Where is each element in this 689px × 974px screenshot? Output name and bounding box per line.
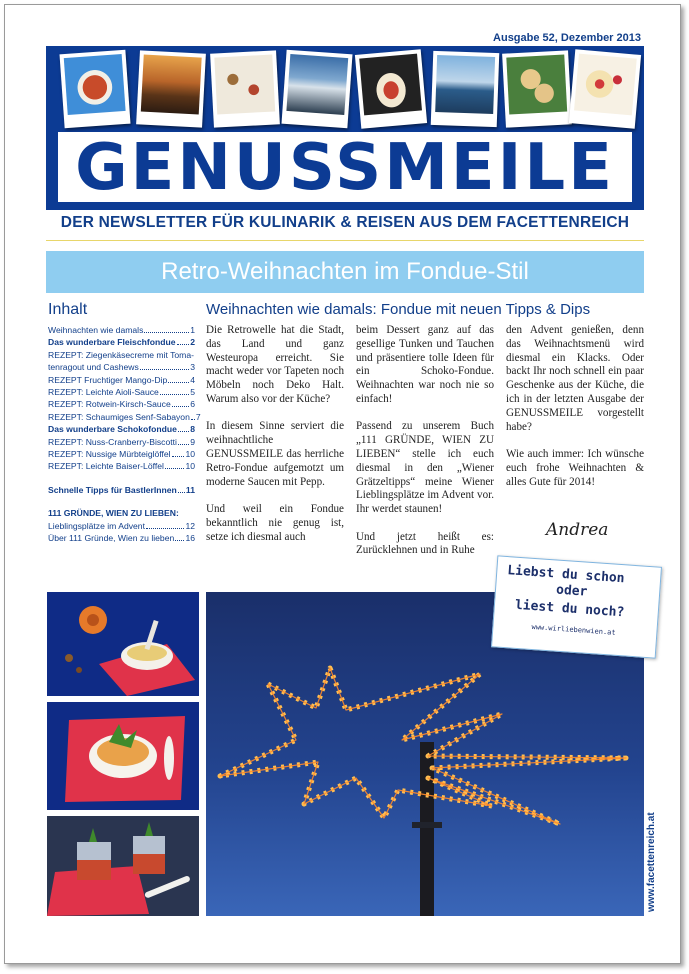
toc-entry[interactable] bbox=[48, 520, 195, 532]
masthead-box bbox=[58, 131, 632, 205]
toc-entry[interactable] bbox=[48, 448, 195, 460]
paragraph: Wie auch immer: Ich wünsche euch frohe Weihnachten & alles Gute für 2014! bbox=[506, 447, 644, 488]
toc-entry[interactable] bbox=[48, 484, 195, 496]
toc-spacer bbox=[48, 496, 195, 507]
banner-photo-cake bbox=[355, 49, 427, 128]
toc-entry-label: Das wunderbare Fleischfondue bbox=[48, 337, 176, 348]
toc-heading: 111 GRÜNDE, WIEN ZU LIEBEN: bbox=[48, 508, 179, 519]
toc-entry-label: REZEPT: Rotwein-Kirsch-Sauce bbox=[48, 399, 171, 410]
photo-soup-bowl bbox=[47, 592, 199, 696]
toc-entry-label: REZEPT: Nuss-Cranberry-Biscotti bbox=[48, 436, 177, 447]
sticker-line-3: liest du noch? bbox=[514, 597, 625, 621]
toc-leader-dots bbox=[175, 540, 184, 541]
toc-entry[interactable] bbox=[48, 423, 195, 435]
banner-photo-lake bbox=[431, 51, 500, 127]
toc-page-number: 11 bbox=[185, 484, 195, 495]
toc-entry[interactable] bbox=[48, 532, 195, 544]
signature: Andrea bbox=[546, 520, 609, 540]
toc-title: Inhalt bbox=[48, 301, 88, 318]
toc-page-number: 7 bbox=[195, 411, 201, 422]
divider bbox=[46, 240, 644, 241]
toc-leader-dots bbox=[191, 419, 195, 420]
banner-photo-pastry bbox=[569, 49, 641, 128]
paragraph: beim Dessert ganz auf das gesellige Tunken und Tauchen und präsentiere tolle Ideen für ein Schoko-Fondue. Weihnachten war noch nie so einfach! bbox=[356, 324, 494, 405]
article-column-3 bbox=[506, 324, 644, 503]
toc-leader-dots bbox=[146, 528, 184, 529]
toc-entry[interactable] bbox=[48, 411, 201, 423]
toc-page-number: 1 bbox=[190, 325, 195, 335]
toc-entry[interactable] bbox=[48, 336, 195, 348]
banner-photo-pier bbox=[136, 50, 206, 127]
toc-leader-dots bbox=[178, 444, 189, 445]
toc-entry[interactable] bbox=[48, 398, 195, 410]
masthead-title: GENUSSMEILE bbox=[75, 131, 615, 205]
paragraph: Die Retrowelle hat die Stadt, das Land und ganz Westeuropa erreicht. Sie macht weder vor Tapeten noch Möbeln noch Deko Halt. Warum also vor der Küche? bbox=[206, 324, 344, 405]
toc-entry-label: REZEPT: Leichte Baiser-Löffel bbox=[48, 461, 164, 472]
photo-creme-brulee bbox=[47, 702, 199, 810]
toc-page-number: 10 bbox=[185, 449, 195, 460]
article-column-1 bbox=[206, 324, 344, 558]
toc-leader-dots bbox=[160, 394, 189, 395]
banner-photo-soup bbox=[59, 50, 130, 128]
table-of-contents bbox=[48, 324, 201, 545]
sticker-line-2: oder bbox=[555, 582, 588, 600]
photo-glass-desserts bbox=[47, 816, 199, 916]
toc-entry-label: Weihnachten wie damals bbox=[48, 325, 144, 335]
toc-page-number: 2 bbox=[190, 337, 195, 348]
toc-entry-label: Lieblingsplätze im Advent bbox=[48, 520, 145, 531]
masthead-banner bbox=[46, 46, 644, 210]
toc-entry[interactable] bbox=[48, 324, 195, 336]
toc-page-number: 3 bbox=[190, 362, 195, 373]
banner-photo-dessert bbox=[502, 50, 572, 127]
toc-entry-label: REZEPT: Ziegenkäsecreme mit Toma- bbox=[48, 349, 194, 360]
newsletter-subtitle: DER NEWSLETTER FÜR KULINARIK & REISEN AUS DEM FACETTENREICH bbox=[60, 214, 630, 231]
toc-entry-label: tenragout und Cashews bbox=[48, 362, 139, 373]
toc-entry[interactable] bbox=[48, 374, 195, 386]
toc-leader-dots bbox=[172, 406, 189, 407]
toc-entry-label: Schnelle Tipps für BastlerInnen bbox=[48, 484, 177, 495]
sticker-line-1: Liebst du schon bbox=[506, 563, 626, 587]
toc-entry[interactable] bbox=[48, 460, 195, 472]
toc-page-number: 5 bbox=[190, 387, 195, 398]
paragraph: In diesem Sinne serviert die weihnachtliche GENUSSMEILE das herrliche Retro-Fondue aufgemotzt um moderne Saucen mit Pepp. bbox=[206, 420, 344, 488]
toc-page-number: 16 bbox=[185, 533, 195, 544]
sticker-url: www.wirliebenwien.at bbox=[531, 622, 616, 637]
toc-entry-label: REZEPT: Leichte Aioli-Sauce bbox=[48, 387, 159, 398]
toc-leader-dots bbox=[168, 382, 189, 383]
paragraph: Und weil ein Fondue bekanntlich nie genug ist, setze ich diesmal auch bbox=[206, 502, 344, 543]
promo-sticker bbox=[491, 555, 662, 658]
banner-photo-geyser bbox=[281, 50, 352, 128]
headline-bar bbox=[46, 251, 644, 293]
toc-page-number: 8 bbox=[190, 424, 195, 435]
toc-page-number: 10 bbox=[185, 461, 195, 472]
paragraph: Und jetzt heißt es: Zurücklehnen und in Ruhe bbox=[356, 530, 494, 557]
toc-leader-dots bbox=[165, 468, 185, 469]
toc-entry[interactable] bbox=[48, 349, 195, 374]
website-url: www.facettenreich.at bbox=[646, 812, 657, 912]
toc-page-number: 4 bbox=[190, 374, 195, 385]
toc-leader-dots bbox=[178, 431, 189, 432]
toc-page-number: 6 bbox=[190, 399, 195, 410]
toc-entry-label: Das wunderbare Schokofondue bbox=[48, 424, 177, 435]
toc-entry-label: REZEPT: Schaumiges Senf-Sabayon bbox=[48, 411, 190, 422]
banner-photo-spoons bbox=[210, 50, 280, 127]
headline: Retro-Weihnachten im Fondue-Stil bbox=[161, 258, 529, 285]
toc-leader-dots bbox=[178, 492, 185, 493]
toc-entry[interactable] bbox=[48, 386, 195, 398]
article-title: Weihnachten wie damals: Fondue mit neuen Tipps & Dips bbox=[206, 301, 591, 318]
toc-page-number: 9 bbox=[190, 436, 195, 447]
paragraph: den Advent genießen, denn das Weihnachtsmenü wird diesmal ein Klacks. Oder backt Ihr noch schnell ein paar Geschenke aus der Küche, die ich in der letzten Ausgabe der GENUSSMEILE vorgestellt habe? bbox=[506, 324, 644, 433]
paragraph: Passend zu unserem Buch „111 GRÜNDE, WIEN ZU LIEBEN“ stelle ich euch diesmal in den „Wiener Grätzeltipps“ meine Wiener Lieblingsplätze im Advent vor. Ihr werdet staunen! bbox=[356, 420, 494, 516]
toc-leader-dots bbox=[177, 344, 190, 345]
toc-entry-label: REZEPT: Nussige Mürbteiglöffel bbox=[48, 449, 171, 460]
article-column-2 bbox=[356, 324, 494, 572]
toc-leader-dots bbox=[140, 369, 189, 370]
toc-spacer bbox=[48, 473, 195, 484]
issue-info: Ausgabe 52, Dezember 2013 bbox=[493, 32, 641, 44]
toc-page-number: 12 bbox=[185, 520, 195, 531]
toc-leader-dots bbox=[144, 332, 189, 333]
toc-entry-label: Über 111 Gründe, Wien zu lieben bbox=[48, 533, 175, 544]
toc-entry[interactable] bbox=[48, 436, 195, 448]
toc-leader-dots bbox=[172, 456, 185, 457]
toc-entry-label: REZEPT Fruchtiger Mango-Dip bbox=[48, 374, 168, 385]
